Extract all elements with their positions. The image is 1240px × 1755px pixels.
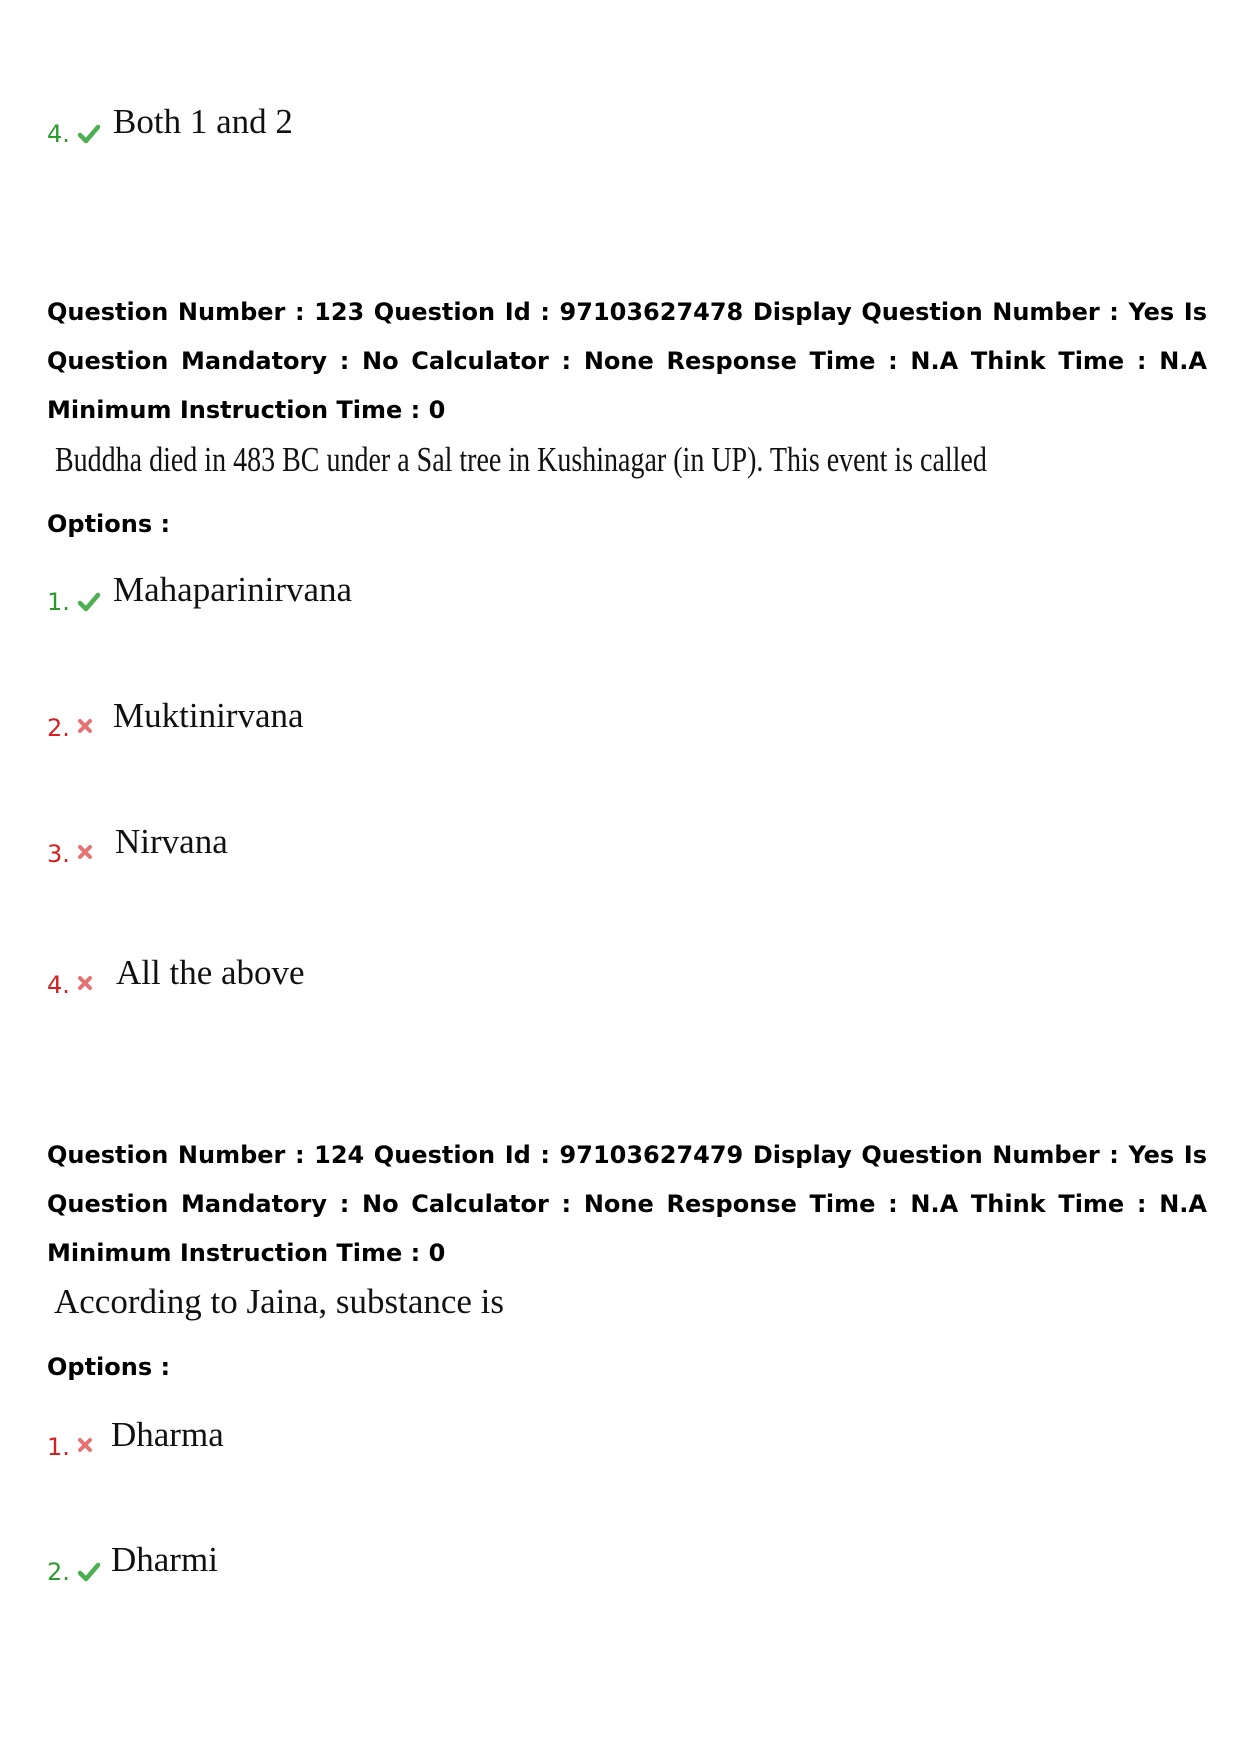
option-text: Dharma (111, 1415, 224, 1454)
option-text: Both 1 and 2 (113, 102, 293, 141)
option-item (47, 694, 447, 742)
check-icon (77, 1562, 101, 1582)
check-icon (77, 592, 101, 612)
question-meta: Question Number : 123 Question Id : 97103627478 Display Question Number : Yes Is Question Mandatory : No Calculator : None Response Time : N.A Think Time : N.A Minimum Instruction Time : 0 (47, 298, 1207, 424)
option-text: Dharmi (111, 1540, 218, 1579)
option-text: Mahaparinirvana (113, 570, 353, 609)
option-number: 4. (47, 120, 70, 148)
option-item (47, 568, 447, 616)
option-item (47, 951, 447, 999)
question-text: According to Jaina, substance is (54, 1282, 505, 1321)
option-number: 1. (47, 588, 70, 616)
option-text: Nirvana (115, 822, 228, 861)
option-number: 2. (47, 714, 70, 742)
option-item (47, 820, 447, 868)
option-number: 3. (47, 840, 70, 868)
cross-icon (77, 1437, 93, 1453)
option-number: 4. (47, 971, 70, 999)
cross-icon (77, 718, 93, 734)
option-text: All the above (116, 953, 305, 992)
cross-icon (77, 844, 93, 860)
option-item (47, 1413, 447, 1461)
question-meta: Question Number : 124 Question Id : 97103627479 Display Question Number : Yes Is Question Mandatory : No Calculator : None Response Time : N.A Think Time : N.A Minimum Instruction Time : 0 (47, 1141, 1207, 1267)
question-text: Buddha died in 483 BC under a Sal tree in Kushinagar (in UP). This event is called (55, 440, 987, 479)
option-number: 2. (47, 1558, 70, 1586)
option-item (47, 1538, 447, 1586)
option-item (47, 100, 447, 148)
cross-icon (77, 975, 93, 991)
options-label: Options : (47, 1353, 171, 1381)
check-icon (77, 124, 101, 144)
options-label: Options : (47, 510, 171, 538)
option-text: Muktinirvana (113, 696, 304, 735)
option-number: 1. (47, 1433, 70, 1461)
